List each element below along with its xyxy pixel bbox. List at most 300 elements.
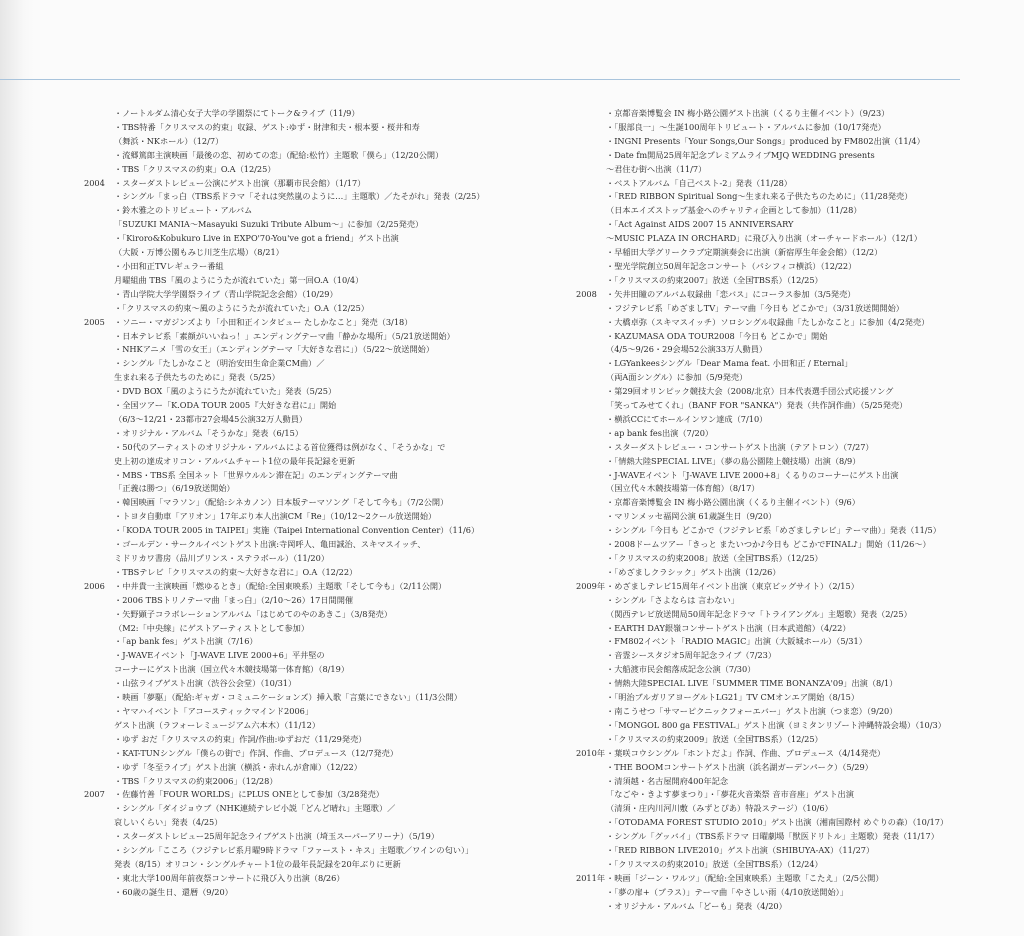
chronology-entry bbox=[84, 733, 504, 747]
entry-text: ・60歳の誕生日、還暦（9/20） bbox=[114, 886, 233, 897]
entry-text: 月曜組曲 TBS「風のようにうたが流れていた」第一回O.A（10/4） bbox=[114, 274, 364, 285]
chronology-entry bbox=[84, 246, 504, 260]
entry-year bbox=[84, 649, 114, 663]
entry-year bbox=[576, 705, 606, 719]
entry-text: ・「RED RIBBON LIVE2010」ゲスト出演（SHIBUYA-AX）（11/27） bbox=[606, 845, 875, 856]
chronology-entry bbox=[576, 121, 1006, 135]
entry-text: ・日本テレビ系「素顔がいいねっ！」エンディングテーマ曲「静かな場所」（5/21放送開始） bbox=[114, 330, 455, 341]
entry-text: （両A面シングル）に参加（5/9発売） bbox=[606, 372, 748, 383]
entry-text: ・トヨタ自動車「アリオン」17年ぶり本人出演CM「Re」（10/12～2クール放送開始） bbox=[114, 511, 437, 522]
entry-text: ・「夢の扉+（プラス）」テーマ曲「やさしい雨（4/10放送開始）」 bbox=[606, 886, 848, 897]
chronology-entry bbox=[84, 788, 504, 802]
entry-year bbox=[84, 107, 114, 121]
entry-text: ・矢井田瞳のアルバム収録曲「恋バス」にコーラス参加（3/5発売） bbox=[606, 288, 856, 299]
chronology-entry bbox=[84, 343, 504, 357]
chronology-entry bbox=[84, 177, 504, 191]
entry-year bbox=[576, 663, 606, 677]
entry-year bbox=[84, 190, 114, 204]
entry-text: ・THE BOOMコンサートゲスト出演（浜名湖ガーデンパーク）（5/29） bbox=[606, 761, 873, 772]
entry-text: （6/3～12/21・23都市27会場45公演32万人動員） bbox=[114, 413, 308, 424]
entry-text: ・シングル「ダイジョウブ（NHK連続テレビ小説「どんど晴れ」主題歌）／ bbox=[114, 803, 396, 814]
chronology-entry bbox=[576, 816, 1006, 830]
chronology-entry bbox=[84, 107, 504, 121]
entry-year bbox=[84, 872, 114, 886]
entry-text: ・聖光学院創立50周年記念コンサート（パシフィコ横浜）（12/22） bbox=[606, 260, 857, 271]
entry-text: ・ap bank fes出演（7/20） bbox=[606, 427, 714, 438]
entry-year bbox=[576, 246, 606, 260]
chronology-entry bbox=[576, 496, 1006, 510]
entry-year bbox=[84, 413, 114, 427]
chronology-entry bbox=[84, 747, 504, 761]
entry-text: 発表（8/15）オリコン・シングルチャート1位の最年長記録を20年ぶりに更新 bbox=[114, 858, 401, 869]
chronology-entry bbox=[84, 677, 504, 691]
chronology-entry bbox=[84, 302, 504, 316]
entry-year bbox=[84, 775, 114, 789]
entry-year bbox=[84, 218, 114, 232]
entry-year bbox=[84, 510, 114, 524]
chronology-entry bbox=[84, 330, 504, 344]
entry-year bbox=[576, 149, 606, 163]
entry-text: ・「情熱大陸SPECIAL LIVE」（夢の島公園陸上競技場）出演（8/9） bbox=[606, 455, 861, 466]
entry-text: ・大橋卓弥（スキマスイッチ）ソロシングル収録曲「たしかなこと」に参加（4/2発売） bbox=[606, 316, 930, 327]
entry-year bbox=[576, 330, 606, 344]
entry-year bbox=[576, 190, 606, 204]
entry-text: ・J-WAVEイベント「J-WAVE LIVE 2000+6」平井堅の bbox=[114, 650, 325, 661]
entry-year bbox=[84, 566, 114, 580]
chronology-entry bbox=[576, 886, 1006, 900]
chronology-entry bbox=[84, 580, 504, 594]
entry-year bbox=[576, 635, 606, 649]
entry-text: ・葉咲コウシングル「ホントだよ」作詞、作曲、プロデュース（4/14発売） bbox=[606, 747, 886, 758]
entry-year bbox=[84, 594, 114, 608]
entry-year: 2010年 bbox=[576, 747, 606, 758]
entry-text: ・MBS・TBS系 全国ネット「世界ウルルン滞在記」のエンディングテーマ曲 bbox=[114, 469, 398, 480]
entry-text: ～MUSIC PLAZA IN ORCHARD」に飛び入り出演（オーチャードホール）（12/1） bbox=[606, 233, 922, 244]
entry-year bbox=[576, 608, 606, 622]
entry-year bbox=[84, 149, 114, 163]
entry-year bbox=[576, 649, 606, 663]
chronology-entry bbox=[576, 858, 1006, 872]
entry-year bbox=[84, 886, 114, 900]
chronology-entry bbox=[84, 830, 504, 844]
entry-text: ・情熱大陸SPECIAL LIVE「SUMMER TIME BONANZA'09」出演（8/1） bbox=[606, 678, 898, 689]
chronology-entry bbox=[576, 218, 1006, 232]
entry-text: ・「ap bank fes」ゲスト出演（7/16） bbox=[114, 636, 258, 647]
chronology-entry bbox=[576, 747, 1006, 761]
entry-text: ・「クリスマスの約束2009」放送（全国TBS系）（12/25） bbox=[606, 733, 823, 744]
entry-year bbox=[84, 399, 114, 413]
entry-year bbox=[576, 496, 606, 510]
chronology-entry bbox=[84, 427, 504, 441]
chronology-entry bbox=[576, 107, 1006, 121]
chronology-entry bbox=[576, 802, 1006, 816]
entry-year bbox=[576, 455, 606, 469]
chronology-entry bbox=[576, 441, 1006, 455]
chronology-entry bbox=[84, 149, 504, 163]
entry-year bbox=[84, 719, 114, 733]
entry-year bbox=[576, 413, 606, 427]
chronology-entry bbox=[84, 218, 504, 232]
entry-text: ・「クリスマスの約束2008」放送（全国TBS系）（12/25） bbox=[606, 553, 823, 563]
entry-text: ・シングル「まっ白（TBS系ドラマ「それは突然嵐のように…」主題歌）／たそがれ」発表（2/25） bbox=[114, 191, 485, 202]
entry-text: ・矢野顕子コラボレーションアルバム「はじめてのやのあきこ」（3/8発売） bbox=[114, 608, 393, 619]
entry-year bbox=[84, 691, 114, 705]
chronology-entry bbox=[576, 190, 1006, 204]
chronology-entry bbox=[576, 663, 1006, 677]
chronology-entry bbox=[576, 635, 1006, 649]
chronology-entry bbox=[576, 357, 1006, 371]
entry-year bbox=[84, 635, 114, 649]
chronology-entry bbox=[84, 482, 504, 496]
entry-text: ・ノートルダム清心女子大学の学園祭にてトーク&ライブ（11/9） bbox=[114, 108, 360, 118]
chronology-entry bbox=[84, 441, 504, 455]
entry-text: ・NHKアニメ「雪の女王」（エンディングテーマ「大好きな君に」）（5/22～放送開始） bbox=[114, 344, 435, 355]
entry-year: 2004 bbox=[84, 177, 105, 188]
entry-year bbox=[576, 844, 606, 858]
chronology-entry bbox=[576, 204, 1006, 218]
entry-text: ・めざましテレビ15周年イベント出演（東京ビッグサイト）（2/15） bbox=[606, 580, 859, 591]
entry-text: ・TBSテレビ「クリスマスの約束～大好きな君に」O.A（12/22） bbox=[114, 566, 358, 577]
entry-year bbox=[84, 427, 114, 441]
chronology-entry bbox=[576, 830, 1006, 844]
entry-year bbox=[84, 204, 114, 218]
entry-year bbox=[576, 594, 606, 608]
entry-year bbox=[84, 747, 114, 761]
chronology-entry bbox=[84, 566, 504, 580]
chronology-entry bbox=[576, 177, 1006, 191]
chronology-entry bbox=[576, 510, 1006, 524]
entry-text: ・南こうせつ「サマーピクニックフォーエバー」ゲスト出演（つま恋）（9/20） bbox=[606, 705, 898, 716]
entry-text: ・J-WAVEイベント「J-WAVE LIVE 2000+8」くるりのコーナーにゲスト出演 bbox=[606, 469, 899, 480]
chronology-entry bbox=[576, 580, 1006, 594]
entry-year bbox=[576, 218, 606, 232]
chronology-entry bbox=[576, 594, 1006, 608]
entry-year bbox=[84, 274, 114, 288]
chronology-entry bbox=[84, 622, 504, 636]
entry-year bbox=[576, 733, 606, 747]
chronology-entry bbox=[84, 775, 504, 789]
entry-text: ・鈴木雅之のトリビュート・アルバム bbox=[114, 205, 253, 216]
entry-text: ・韓国映画「マラソン」（配給:シネカノン）日本版テーマソング「そして今も」（7/2公開） bbox=[114, 497, 449, 508]
entry-text: 「なごや・きよす夢まつり」・「夢花火音楽祭 音市音座」ゲスト出演 bbox=[606, 789, 854, 800]
chronology-entry bbox=[576, 524, 1006, 538]
entry-year bbox=[84, 552, 114, 566]
entry-text: ・佐藤竹善「FOUR WORLDS」にPLUS ONEとして参加（3/28発売） bbox=[114, 789, 384, 800]
chronology-entry bbox=[576, 288, 1006, 302]
entry-year bbox=[84, 705, 114, 719]
chronology-entry bbox=[84, 594, 504, 608]
entry-year bbox=[84, 288, 114, 302]
entry-year bbox=[84, 330, 114, 344]
entry-year bbox=[576, 399, 606, 413]
entry-text: ・全国ツアー「K.ODA TOUR 2005『大好きな君に』」開始 bbox=[114, 400, 337, 411]
entry-year bbox=[576, 900, 606, 914]
entry-text: ・シングル「グッバイ」（TBS系ドラマ 日曜劇場「獣医ドリトル」主題歌）発表（11/17） bbox=[606, 831, 939, 842]
entry-text: ・ゆず おだ「クリスマスの約束」作詞/作曲:ゆずおだ（11/29発売） bbox=[114, 733, 367, 744]
entry-year bbox=[576, 260, 606, 274]
entry-year bbox=[84, 121, 114, 135]
entry-year bbox=[84, 677, 114, 691]
entry-text: ・京都音楽博覧会 IN 梅小路公園出演（くるり主催イベント）（9/6） bbox=[606, 497, 860, 508]
entry-year bbox=[84, 524, 114, 538]
chronology-entry bbox=[84, 816, 504, 830]
entry-year bbox=[84, 816, 114, 830]
entry-year bbox=[576, 274, 606, 288]
entry-year bbox=[576, 469, 606, 483]
entry-text: ・「クリスマスの約束2010」放送（全国TBS系）（12/24） bbox=[606, 858, 823, 869]
entry-text: ・シングル「さよならは 言わない」 bbox=[606, 594, 739, 605]
entry-text: ゲスト出演（ラフォーレミュージアム六本木）（11/12） bbox=[114, 719, 321, 730]
entry-year bbox=[576, 177, 606, 191]
entry-text: ・早稲田大学グリークラブ定期演奏会に出演（新宿厚生年金会館）（12/2） bbox=[606, 247, 883, 258]
chronology-entry bbox=[576, 844, 1006, 858]
entry-year bbox=[84, 371, 114, 385]
chronology-entry bbox=[84, 413, 504, 427]
chronology-entry bbox=[576, 371, 1006, 385]
entry-year: 2011年 bbox=[576, 872, 606, 883]
entry-year bbox=[576, 538, 606, 552]
chronology-entry bbox=[84, 872, 504, 886]
chronology-entry bbox=[84, 316, 504, 330]
entry-text: ・ゴールデン・サークルイベントゲスト出演:寺岡呼人、亀田誠治、スキマスイッチ、 bbox=[114, 539, 426, 550]
entry-text: ・ソニー・マガジンズより「小田和正インタビュー たしかなこと」発売（3/18） bbox=[114, 316, 413, 327]
entry-text: ・映画「夢駆」（配給:ギャガ・コミュニケーションズ）挿入歌「言葉にできない」（11/3公開） bbox=[114, 692, 462, 703]
chronology-entry bbox=[576, 163, 1006, 177]
chronology-entry bbox=[84, 163, 504, 177]
chronology-entry bbox=[576, 260, 1006, 274]
entry-text: （関西テレビ放送開局50周年記念ドラマ「トライアングル」主題歌）発表（2/25） bbox=[606, 608, 912, 619]
entry-text: コーナーにゲスト出演（国立代々木競技場第一体育館）（8/19） bbox=[114, 664, 350, 675]
chronology-entry bbox=[576, 566, 1006, 580]
chronology-entry bbox=[84, 385, 504, 399]
entry-year bbox=[576, 427, 606, 441]
entry-year bbox=[576, 371, 606, 385]
chronology-entry bbox=[576, 775, 1006, 789]
entry-text: ・ゆず「冬至ライブ」ゲスト出演（横浜・赤れんが倉庫）（12/22） bbox=[114, 761, 362, 772]
entry-year bbox=[576, 316, 606, 330]
entry-year bbox=[84, 622, 114, 636]
entry-year bbox=[576, 566, 606, 580]
chronology-entry bbox=[576, 691, 1006, 705]
entry-text: ・シングル「今日も どこかで（フジテレビ系「めざましテレビ」テーマ曲）」発表（11/5） bbox=[606, 525, 941, 536]
chronology-entry bbox=[84, 649, 504, 663]
chronology-entry bbox=[84, 705, 504, 719]
chronology-entry bbox=[576, 733, 1006, 747]
entry-text: ・「KODA TOUR 2005 in TAIPEI」実施（Taipei International Convention Center）（11/6） bbox=[114, 525, 480, 536]
entry-text: ミドリカワ書房（品川プリンス・ステラボール）（11/20） bbox=[114, 553, 330, 563]
chronology-entry bbox=[576, 719, 1006, 733]
entry-text: ・「服部良一」～生誕100周年トリビュート・アルバムに参加（10/17発売） bbox=[606, 121, 886, 132]
chronology-entry bbox=[84, 469, 504, 483]
entry-text: ・京都音楽博覧会 IN 梅小路公園ゲスト出演（くるり主催イベント）（9/23） bbox=[606, 108, 890, 118]
chronology-entry bbox=[576, 608, 1006, 622]
entry-year bbox=[84, 802, 114, 816]
entry-year bbox=[576, 524, 606, 538]
chronology-entry bbox=[576, 455, 1006, 469]
entry-text: ・2006 TBSトリノテーマ曲「まっ白」（2/10～26）17日間開催 bbox=[114, 594, 354, 605]
entry-text: ・50代のアーティストのオリジナル・アルバムによる首位獲得は例がなく、「そうかな」で bbox=[114, 441, 446, 452]
entry-text: （日本エイズストップ基金へのチャリティ企画として参加）（11/28） bbox=[606, 205, 862, 216]
chronology-entry bbox=[576, 705, 1006, 719]
entry-year bbox=[576, 719, 606, 733]
entry-year bbox=[576, 830, 606, 844]
entry-text: ・スターダストレビュー25周年記念ライブゲスト出演（埼玉スーパーアリーナ）（5/19） bbox=[114, 831, 440, 842]
entry-text: ・2008ドームツアー「きっと またいつか♪今日も どこかでFINAL♪」開始（11/26～） bbox=[606, 539, 931, 550]
entry-text: （舞浜・NKホール）（12/7） bbox=[114, 135, 224, 146]
header-rule bbox=[0, 79, 960, 80]
entry-text: ・「クリスマスの約束～風のようにうたが流れていた」O.A（12/25） bbox=[114, 302, 369, 313]
entry-text: ・大船渡市民会館落成記念公演（7/30） bbox=[606, 664, 756, 675]
chronology-entry bbox=[576, 413, 1006, 427]
entry-year bbox=[84, 663, 114, 677]
entry-text: ～君住む街へ出演（11/7） bbox=[606, 163, 707, 174]
chronology-entry bbox=[576, 469, 1006, 483]
entry-year bbox=[576, 691, 606, 705]
chronology-entry bbox=[84, 121, 504, 135]
entry-year bbox=[84, 830, 114, 844]
chronology-entry bbox=[576, 427, 1006, 441]
entry-year bbox=[576, 343, 606, 357]
chronology-entry bbox=[576, 761, 1006, 775]
chronology-entry bbox=[84, 357, 504, 371]
chronology-entry bbox=[84, 190, 504, 204]
chronology-entry bbox=[84, 691, 504, 705]
entry-year: 2008 bbox=[576, 288, 597, 299]
chronology-entry bbox=[576, 538, 1006, 552]
chronology-entry bbox=[576, 343, 1006, 357]
entry-year bbox=[84, 455, 114, 469]
chronology-entry bbox=[576, 330, 1006, 344]
chronology-entry bbox=[84, 524, 504, 538]
entry-year bbox=[576, 204, 606, 218]
chronology-entry bbox=[84, 858, 504, 872]
entry-year bbox=[576, 677, 606, 691]
entry-year: 2005 bbox=[84, 316, 105, 327]
entry-year bbox=[84, 357, 114, 371]
chronology-entry bbox=[84, 274, 504, 288]
chronology-entry bbox=[576, 399, 1006, 413]
entry-year bbox=[84, 441, 114, 455]
entry-text: ・TBS「クリスマスの約束2006」（12/28） bbox=[114, 775, 278, 786]
entry-text: ・ヤマハイベント「アコースティックマインド2006」 bbox=[114, 705, 314, 716]
chronology-entry bbox=[84, 399, 504, 413]
entry-text: ・「クリスマスの約束2007」放送（全国TBS系）（12/25） bbox=[606, 274, 823, 285]
chronology-entry bbox=[576, 149, 1006, 163]
entry-year bbox=[576, 302, 606, 316]
entry-year bbox=[84, 232, 114, 246]
entry-year bbox=[576, 816, 606, 830]
chronology-entry bbox=[84, 663, 504, 677]
entry-text: ・INGNI Presents「Your Songs,Our Songs」produced by FM802出演（11/4） bbox=[606, 135, 925, 146]
chronology-entry bbox=[576, 385, 1006, 399]
chronology-entry bbox=[84, 844, 504, 858]
entry-year bbox=[84, 538, 114, 552]
entry-year bbox=[576, 357, 606, 371]
entry-year bbox=[576, 121, 606, 135]
entry-text: 「正義は勝つ」（6/19放送開始） bbox=[114, 483, 235, 494]
entry-year bbox=[576, 775, 606, 789]
entry-text: ・EARTH DAY銀嶺コンサートゲスト出演（日本武道館）（4/22） bbox=[606, 622, 851, 633]
chronology-entry bbox=[84, 260, 504, 274]
entry-text: ・フジテレビ系「めざましTV」テーマ曲「今日も どこかで」（3/31放送開開始） bbox=[606, 302, 904, 313]
entry-text: ・小田和正TVレギュラー番組 bbox=[114, 260, 224, 271]
entry-text: ・ベストアルバム「自己ベスト-2」発表（11/28） bbox=[606, 177, 792, 188]
chronology-entry bbox=[576, 232, 1006, 246]
entry-year bbox=[576, 163, 606, 177]
entry-year bbox=[576, 232, 606, 246]
chronology-entry bbox=[576, 316, 1006, 330]
entry-text: 生まれ来る子供たちのために」発表（5/25） bbox=[114, 372, 280, 383]
entry-text: ・「明治ブルガリアヨーグルトLG21」TV CMオンエア開始（8/15） bbox=[606, 692, 860, 703]
entry-text: ・東北大学100周年前夜祭コンサートに飛び入り出演（8/26） bbox=[114, 872, 345, 883]
chronology-entry bbox=[84, 371, 504, 385]
entry-year bbox=[576, 802, 606, 816]
entry-text: ・TBS「クリスマスの約束」O.A（12/25） bbox=[114, 163, 276, 174]
entry-text: ・第29回オリンピック競技大会（2008/北京）日本代表選手団公式応援ソング bbox=[606, 386, 894, 397]
chronology-entry bbox=[84, 510, 504, 524]
entry-text: ・青山学院大学学園祭ライブ（青山学院記念会館）（10/29） bbox=[114, 288, 338, 299]
chronology-entry bbox=[84, 288, 504, 302]
entry-year bbox=[576, 482, 606, 496]
chronology-entry bbox=[576, 302, 1006, 316]
entry-text: ・オリジナル・アルバム「そうかな」発表（6/15） bbox=[114, 427, 304, 438]
entry-text: ・スターダストレビュー・コンサートゲスト出演（テアトロン）（7/27） bbox=[606, 441, 874, 452]
entry-text: ・シングル「こころ（フジテレビ系月曜9時ドラマ「ファースト・キス」主題歌／ワインの匂い）」 bbox=[114, 845, 474, 856]
entry-year: 2007 bbox=[84, 789, 105, 800]
chronology-entry bbox=[84, 886, 504, 900]
entry-text: 哀しいくらい」発表（4/25） bbox=[114, 817, 223, 828]
entry-text: ・「RED RIBBON Spiritual Song～生まれ来る子供たちのために」（11/28発売） bbox=[606, 191, 913, 202]
chronology-entry bbox=[84, 135, 504, 149]
entry-year bbox=[84, 469, 114, 483]
entry-year bbox=[84, 733, 114, 747]
entry-year bbox=[84, 302, 114, 316]
entry-text: ・Date fm開局25周年記念プレミアムライブMJQ WEDDING presents bbox=[606, 149, 875, 160]
chronology-entry bbox=[576, 788, 1006, 802]
page-binding-shadow bbox=[0, 0, 34, 936]
chronology-entry bbox=[576, 900, 1006, 914]
entry-year bbox=[576, 858, 606, 872]
entry-year bbox=[84, 260, 114, 274]
chronology-left-column bbox=[84, 107, 504, 900]
chronology-entry bbox=[576, 482, 1006, 496]
entry-year bbox=[84, 858, 114, 872]
entry-text: ・清須越・名古屋開府400年記念 bbox=[606, 775, 729, 786]
chronology-entry bbox=[84, 761, 504, 775]
entry-year bbox=[576, 510, 606, 524]
entry-year bbox=[84, 246, 114, 260]
chronology-entry bbox=[84, 608, 504, 622]
chronology-entry bbox=[576, 274, 1006, 288]
entry-year bbox=[84, 385, 114, 399]
chronology-entry bbox=[576, 649, 1006, 663]
chronology-entry bbox=[84, 232, 504, 246]
entry-year bbox=[576, 622, 606, 636]
entry-text: （M2:「中央線」にゲストアーティストとして参加） bbox=[114, 622, 310, 633]
entry-text: ・山弦ライブゲスト出演（渋谷公会堂）（10/31） bbox=[114, 678, 297, 689]
entry-year bbox=[576, 886, 606, 900]
entry-text: ・「OTODAMA FOREST STUDIO 2010」ゲスト出演（湘南国際村 めぐりの森）（10/17） bbox=[606, 817, 949, 828]
chronology-entry bbox=[84, 635, 504, 649]
entry-text: 史上初の達成オリコン・アルバムチャート1位の最年長記録を更新 bbox=[114, 455, 356, 466]
entry-year bbox=[576, 385, 606, 399]
entry-year: 2006 bbox=[84, 580, 105, 591]
entry-year bbox=[84, 163, 114, 177]
entry-year bbox=[84, 496, 114, 510]
entry-year bbox=[84, 482, 114, 496]
entry-text: ・中井貴一主演映画「燃ゆるとき」（配給:全国東映系）主題歌「そして今も」（2/11公開） bbox=[114, 580, 447, 591]
entry-text: ・TBS特番「クリスマスの約束」収録、ゲスト:ゆず・財津和夫・根本要・桜井和寿 bbox=[114, 121, 420, 132]
